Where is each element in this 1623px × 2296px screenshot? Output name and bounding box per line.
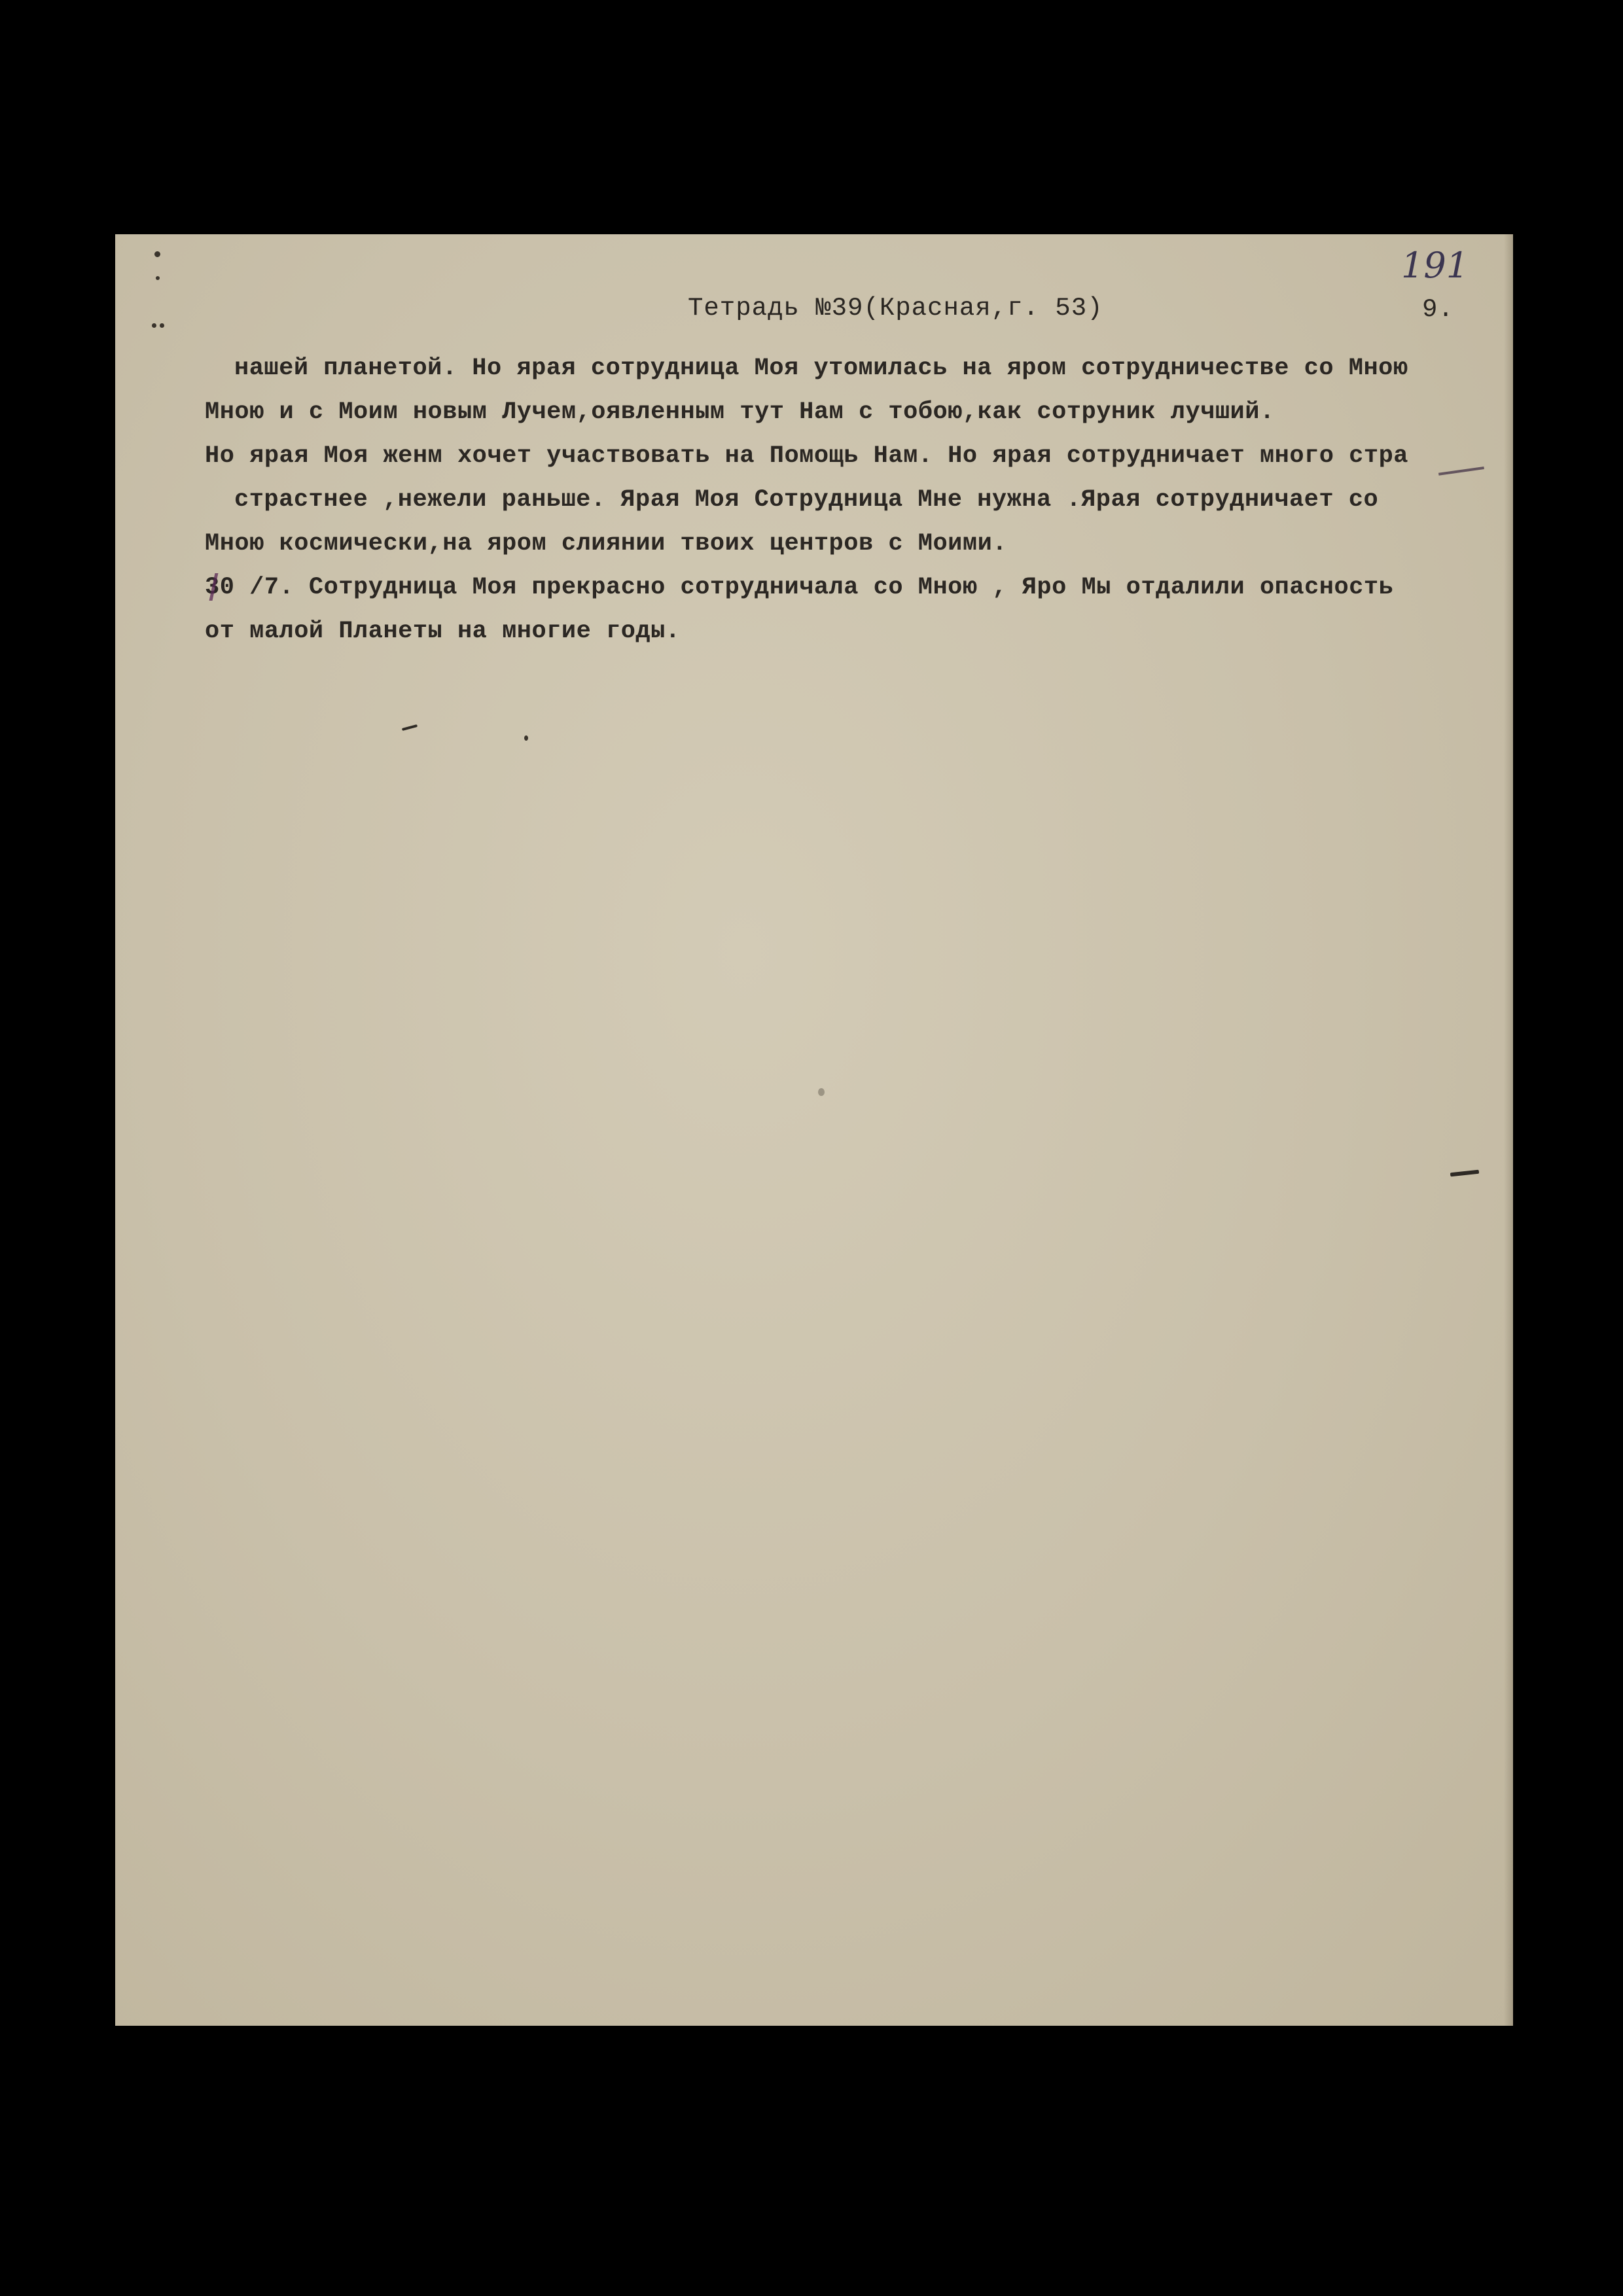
body-line: 30 /7. Сотрудница Моя прекрасно сотрудничала со Мною , Яро Мы отдалили опасность bbox=[205, 574, 1394, 601]
margin-marks bbox=[151, 242, 177, 321]
typed-page bbox=[115, 234, 1513, 2026]
body-line: страстнее ,нежели раньше. Ярая Моя Сотрудница Мне нужна .Ярая сотрудничает со bbox=[234, 486, 1379, 514]
body-line: Мною космически,на яром слиянии твоих центров с Моими. bbox=[205, 530, 1007, 557]
stray-mark bbox=[402, 724, 418, 731]
body-line: Но ярая Моя женм хочет участвовать на Помощь Нам. Но ярая сотрудничает много стра bbox=[205, 442, 1408, 470]
folio-number: 191 bbox=[1401, 245, 1469, 286]
body-line: от малой Планеты на многие годы. bbox=[205, 618, 681, 645]
stray-mark bbox=[1450, 1170, 1479, 1177]
body-line: нашей планетой. Но ярая сотрудница Моя утомилась на яром сотрудничестве со Мною bbox=[234, 355, 1408, 382]
paper-spot bbox=[818, 1088, 825, 1096]
notebook-header: Тетрадь №39(Красная,г. 53) bbox=[688, 294, 1103, 323]
typed-body bbox=[205, 347, 1507, 654]
body-line: Мною и с Моим новым Лучем,оявленным тут Нам с тобою,как сотруник лучший. bbox=[205, 398, 1275, 426]
stray-mark bbox=[524, 735, 528, 741]
page-number: 9. bbox=[1422, 295, 1454, 324]
